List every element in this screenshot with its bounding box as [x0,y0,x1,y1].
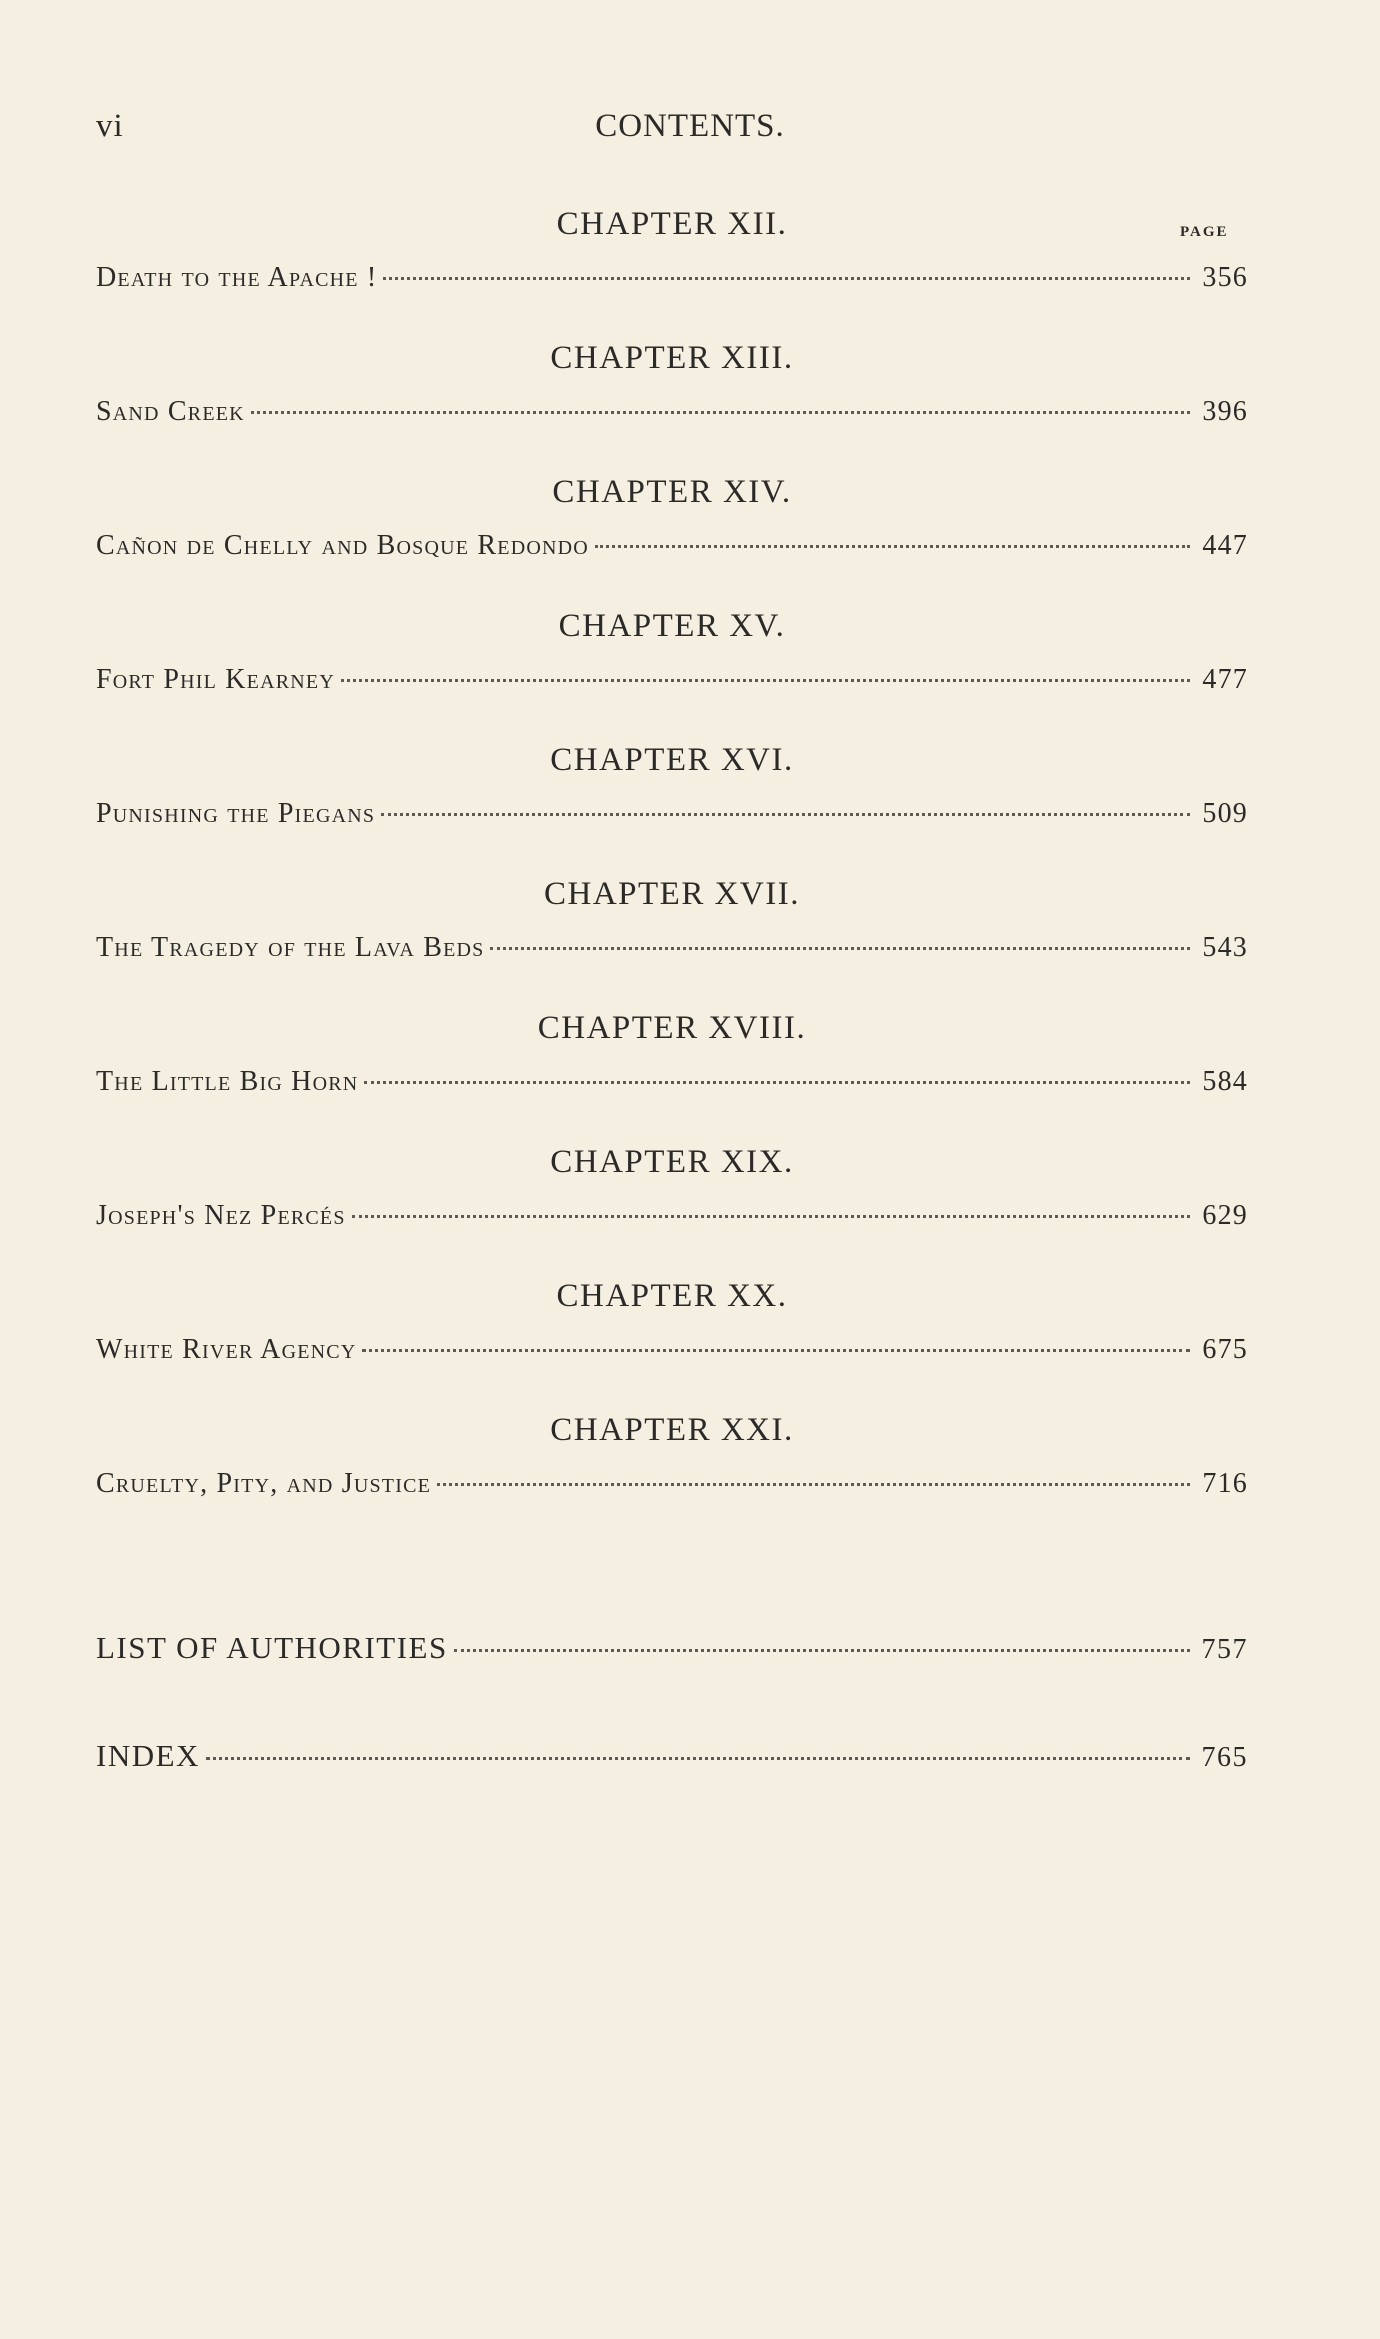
chapter-heading: CHAPTER XII. [556,206,788,242]
toc-line[interactable] [96,1200,1248,1232]
chapter-heading: CHAPTER XIX. [550,1144,794,1180]
page-number: 629 [1202,1200,1248,1231]
table-of-contents [96,206,1248,1546]
chapter-title: Joseph's Nez Percés [96,1200,346,1231]
dot-leader [251,411,1190,414]
back-matter-title: INDEX [96,1738,200,1773]
page-title: CONTENTS. [595,108,785,144]
chapter-entry [96,1412,1248,1546]
dot-leader [352,1215,1190,1218]
page-number: 675 [1202,1334,1248,1365]
chapter-heading: CHAPTER XVII. [544,876,800,912]
dot-leader [364,1081,1190,1084]
page-number: 757 [1201,1634,1248,1665]
chapter-entry [96,1144,1248,1278]
dot-leader [490,947,1190,950]
dot-leader [454,1649,1190,1652]
running-head [0,108,1380,152]
chapter-title: White River Agency [96,1334,357,1365]
dot-leader [437,1483,1190,1486]
chapter-entry [96,876,1248,1010]
chapter-entry [96,1278,1248,1412]
chapter-title: Cañon de Chelly and Bosque Redondo [96,530,589,561]
toc-line[interactable] [96,1334,1248,1366]
chapter-title: Punishing the Piegans [96,798,376,829]
dot-leader [383,277,1190,280]
page-number: 396 [1202,396,1248,427]
page-number: 584 [1202,1066,1248,1097]
dot-leader [381,813,1190,816]
chapter-title: Cruelty, Pity, and Justice [96,1468,432,1499]
page-number: 509 [1202,798,1248,829]
page-number: 477 [1202,664,1248,695]
dot-leader [362,1349,1190,1352]
chapter-heading: CHAPTER XIII. [550,340,794,376]
chapter-heading: CHAPTER XVI. [550,742,794,778]
chapter-entry [96,340,1248,474]
dot-leader [206,1757,1190,1760]
chapter-title: Fort Phil Kearney [96,664,335,695]
chapter-title: The Little Big Horn [96,1066,359,1097]
toc-line[interactable] [96,262,1248,294]
chapter-title: Sand Creek [96,396,245,427]
toc-line[interactable] [96,932,1248,964]
toc-line[interactable] [96,530,1248,562]
toc-line[interactable] [96,1066,1248,1098]
chapter-entry [96,742,1248,876]
chapter-entry [96,608,1248,742]
back-matter-title: LIST OF AUTHORITIES [96,1630,448,1665]
chapter-entry [96,206,1248,340]
chapter-heading: CHAPTER XX. [556,1278,788,1314]
chapter-heading: CHAPTER XVIII. [537,1010,807,1046]
page-number: 356 [1202,262,1248,293]
toc-line[interactable] [96,1468,1248,1500]
chapter-heading: CHAPTER XV. [558,608,786,644]
page-column-label: PAGE [1180,224,1229,240]
page-number: 716 [1202,1468,1248,1499]
dot-leader [595,545,1190,548]
toc-line[interactable] [96,396,1248,428]
page-folio: vi [96,108,124,144]
chapter-heading: CHAPTER XIV. [552,474,792,510]
chapter-entry [96,474,1248,608]
dot-leader [341,679,1190,682]
chapter-title: Death to the Apache ! [96,262,378,293]
page-number: 765 [1201,1742,1248,1773]
toc-line[interactable] [96,664,1248,696]
toc-line[interactable] [96,798,1248,830]
chapter-title: The Tragedy of the Lava Beds [96,932,485,963]
chapter-heading: CHAPTER XXI. [550,1412,794,1448]
toc-line-authorities[interactable] [96,1630,1248,1666]
page-number: 447 [1202,530,1248,561]
toc-line-index[interactable] [96,1738,1248,1774]
chapter-entry [96,1010,1248,1144]
page-number: 543 [1202,932,1248,963]
